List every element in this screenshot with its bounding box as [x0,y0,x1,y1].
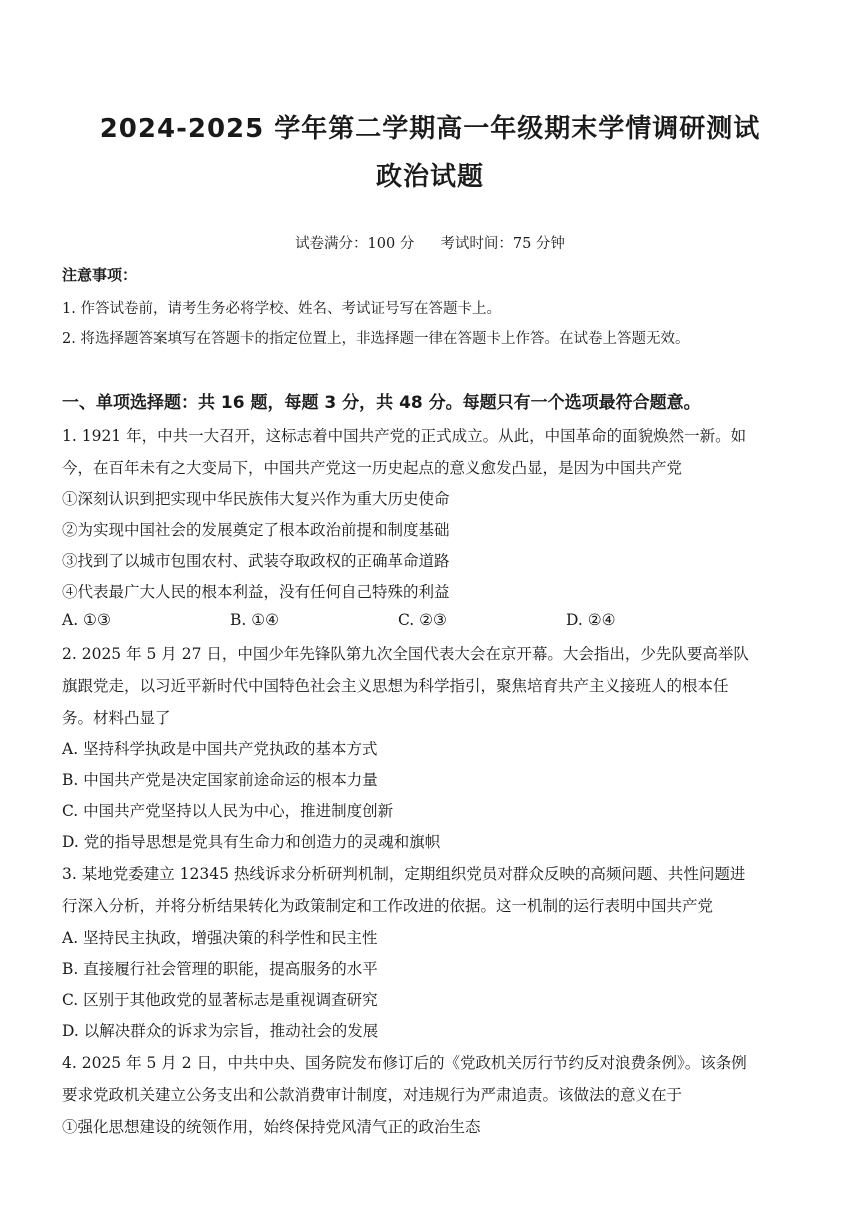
q1-statement: ②为实现中国社会的发展奠定了根本政治前提和制度基础 [62,521,450,539]
q3-option-b: B. 直接履行社会管理的职能，提高服务的水平 [62,960,378,978]
exam-time: 考试时间：75 分钟 [440,236,565,252]
q1-option-b: B. ①④ [230,611,280,629]
q3-option-c: C. 区别于其他政党的显著标志是重视调查研究 [62,991,378,1009]
q3-option-a: A. 坚持民主执政，增强决策的科学性和民主性 [62,929,378,947]
q2-stem: 2. 2025 年 5 月 27 日，中国少年先锋队第九次全国代表大会在京开幕。大会指出，少先队要高举队 [62,645,749,663]
section-heading: 一、单项选择题：共 16 题，每题 3 分，共 48 分。每题只有一个选项最符合题意。 [62,393,701,413]
exam-title: 2024-2025 学年第二学期高一年级期末学情调研测试 [99,114,761,144]
q3-option-d: D. 以解决群众的诉求为宗旨，推动社会的发展 [62,1022,379,1040]
q2-stem: 务。材料凸显了 [62,709,171,727]
q4-statement: ①强化思想建设的统领作用，始终保持党风清气正的政治生态 [62,1118,481,1136]
notes-heading: 注意事项： [62,266,138,284]
q2-option-b: B. 中国共产党是决定国家前途命运的根本力量 [62,771,378,789]
q1-statement: ③找到了以城市包围农村、武装夺取政权的正确革命道路 [62,552,450,570]
q4-stem: 要求党政机关建立公务支出和公款消费审计制度，对违规行为严肃追责。该做法的意义在于 [62,1086,683,1104]
q1-option-c: C. ②③ [398,611,447,629]
exam-meta [0,232,860,253]
q3-stem: 3. 某地党委建立 12345 热线诉求分析研判机制，定期组织党员对群众反映的高频问题、共性问题进 [62,865,746,883]
note-item: 2. 将选择题答案填写在答题卡的指定位置上，非选择题一律在答题卡上作答。在试卷上答题无效。 [62,331,690,347]
q1-options [62,611,782,629]
exam-subject: 政治试题 [375,162,484,192]
q2-option-c: C. 中国共产党坚持以人民为中心，推进制度创新 [62,802,394,820]
full-score: 试卷满分：100 分 [295,236,415,252]
q1-option-d: D. ②④ [566,611,616,629]
q2-option-a: A. 坚持科学执政是中国共产党执政的基本方式 [62,740,378,758]
q3-stem: 行深入分析，并将分析结果转化为政策制定和工作改进的依据。这一机制的运行表明中国共产党 [62,897,714,915]
q1-stem: 今，在百年未有之大变局下，中国共产党这一历史起点的意义愈发凸显，是因为中国共产党 [62,459,683,477]
q1-stem: 1. 1921 年，中共一大召开，这标志着中国共产党的正式成立。从此，中国革命的面貌焕然一新。如 [62,427,747,445]
q1-option-a: A. ①③ [62,611,111,629]
q1-statement: ④代表最广大人民的根本利益，没有任何自己特殊的利益 [62,583,450,601]
q2-option-d: D. 党的指导思想是党具有生命力和创造力的灵魂和旗帜 [62,833,441,851]
q4-stem: 4. 2025 年 5 月 2 日，中共中央、国务院发布修订后的《党政机关厉行节约反对浪费条例》。该条例 [62,1054,747,1072]
q2-stem: 旗跟党走，以习近平新时代中国特色社会主义思想为科学指引，聚焦培育共产主义接班人的根本任 [62,677,729,695]
q1-statement: ①深刻认识到把实现中华民族伟大复兴作为重大历史使命 [62,490,450,508]
note-item: 1. 作答试卷前，请考生务必将学校、姓名、考试证号写在答题卡上。 [62,301,501,317]
